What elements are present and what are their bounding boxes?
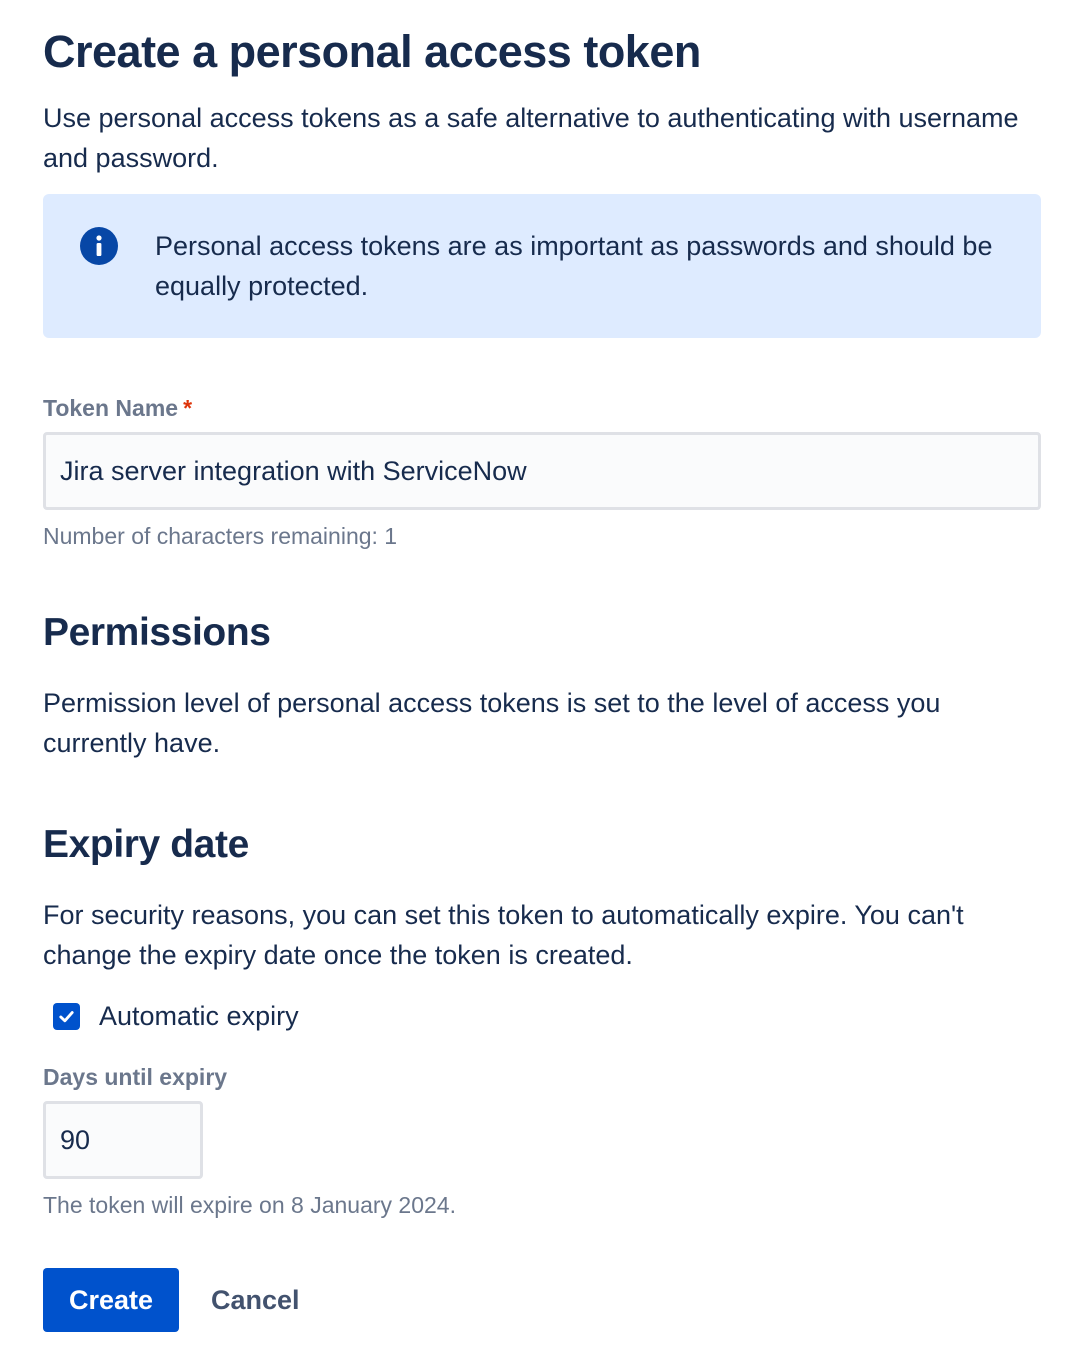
automatic-expiry-checkbox[interactable] <box>53 1003 80 1030</box>
checkmark-icon <box>57 1007 76 1026</box>
permissions-text: Permission level of personal access tokens is set to the level of access you currently have. <box>43 688 941 758</box>
expiry-date-helper: The token will expire on 8 January 2024. <box>43 1192 456 1218</box>
token-name-label-text: Token Name <box>43 395 179 421</box>
expiry-text: For security reasons, you can set this token to automatically expire. You can't change the expiry date once the token is created. <box>43 900 964 970</box>
page-title: Create a personal access token <box>43 26 701 77</box>
info-icon <box>79 226 119 266</box>
expiry-heading: Expiry date <box>43 823 249 866</box>
automatic-expiry-label: Automatic expiry <box>99 1001 299 1031</box>
cancel-button[interactable]: Cancel <box>195 1268 316 1332</box>
intro-text: Use personal access tokens as a safe alternative to authenticating with username and password. <box>43 103 1019 173</box>
characters-remaining-helper: Number of characters remaining: 1 <box>43 523 398 549</box>
days-until-expiry-label: Days until expiry <box>43 1064 228 1090</box>
automatic-expiry-checkbox-row[interactable] <box>53 996 299 1036</box>
create-button[interactable]: Create <box>43 1268 179 1332</box>
token-name-label <box>43 393 192 423</box>
info-message: Personal access tokens are as important as passwords and should be equally protected. <box>155 231 993 301</box>
token-name-input[interactable] <box>43 432 1041 510</box>
days-until-expiry-input[interactable] <box>43 1101 203 1179</box>
permissions-heading: Permissions <box>43 611 271 654</box>
info-panel <box>43 194 1041 338</box>
required-marker: * <box>183 395 193 421</box>
